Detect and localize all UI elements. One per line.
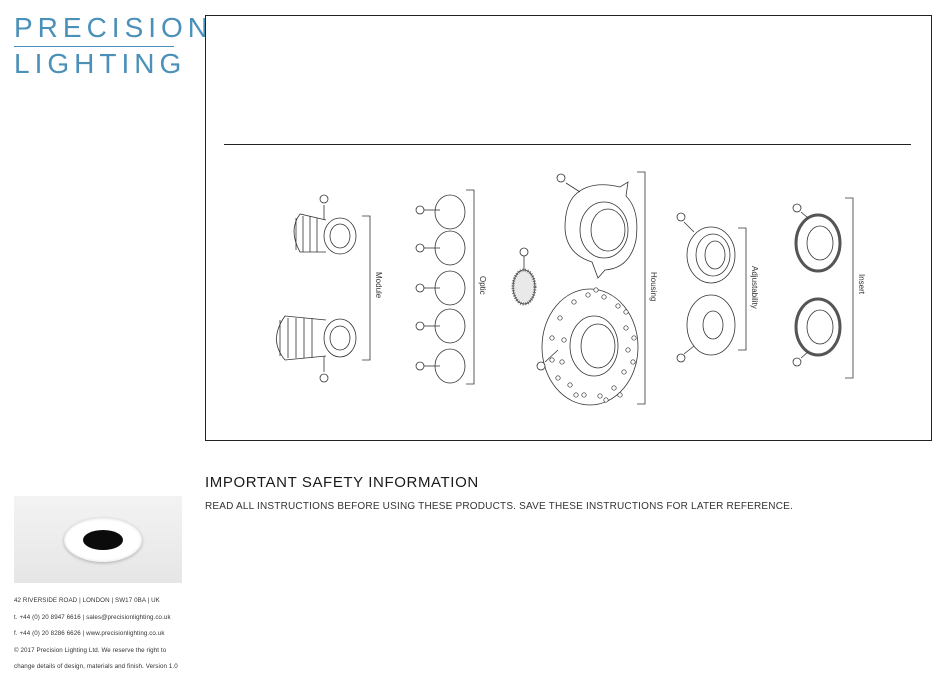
adjustability-part-1 xyxy=(677,213,735,283)
group-label-optic: Optic xyxy=(478,276,487,295)
contact-fax: f. +44 (0) 20 8286 6626 | www.precisionlighting.co.uk xyxy=(14,630,165,637)
contact-details xyxy=(14,593,186,676)
contact-telephone: t. +44 (0) 20 8947 6616 | sales@precisionlighting.co.uk xyxy=(14,613,171,621)
safety-heading: IMPORTANT SAFETY INFORMATION xyxy=(205,474,479,491)
contact-address: 42 RIVERSIDE ROAD | LONDON | SW17 0BA | UK xyxy=(14,597,160,604)
copyright-notice: © 2017 Precision Lighting Ltd. We reserve the right to xyxy=(14,646,167,654)
group-label-module: Module xyxy=(374,272,383,299)
group-label-housing: Housing xyxy=(649,272,658,302)
insert-part-2 xyxy=(793,299,840,366)
honeycomb-louvre xyxy=(513,248,535,304)
module-part-2 xyxy=(277,316,357,382)
brand-line-2: LIGHTING xyxy=(14,48,187,79)
group-label-insert: Insert xyxy=(857,274,866,295)
group-label-adjustability: Adjustability xyxy=(750,266,759,309)
brand-line-1: PRECISION xyxy=(14,12,214,43)
housing-part-1 xyxy=(557,174,637,278)
housing-part-2 xyxy=(537,288,638,405)
downlight-aperture xyxy=(83,530,123,550)
module-part-1 xyxy=(294,195,356,254)
insert-part-1 xyxy=(793,204,840,271)
product-photo xyxy=(14,496,182,583)
safety-instructions: READ ALL INSTRUCTIONS BEFORE USING THESE PRODUCTS. SAVE THESE INSTRUCTIONS FOR LATER REFERENCE. xyxy=(205,501,793,512)
adjustability-part-2 xyxy=(677,295,735,362)
version-notice: change details of design, materials and finish. Version 1.0 xyxy=(14,663,178,670)
optic-parts xyxy=(416,195,465,383)
